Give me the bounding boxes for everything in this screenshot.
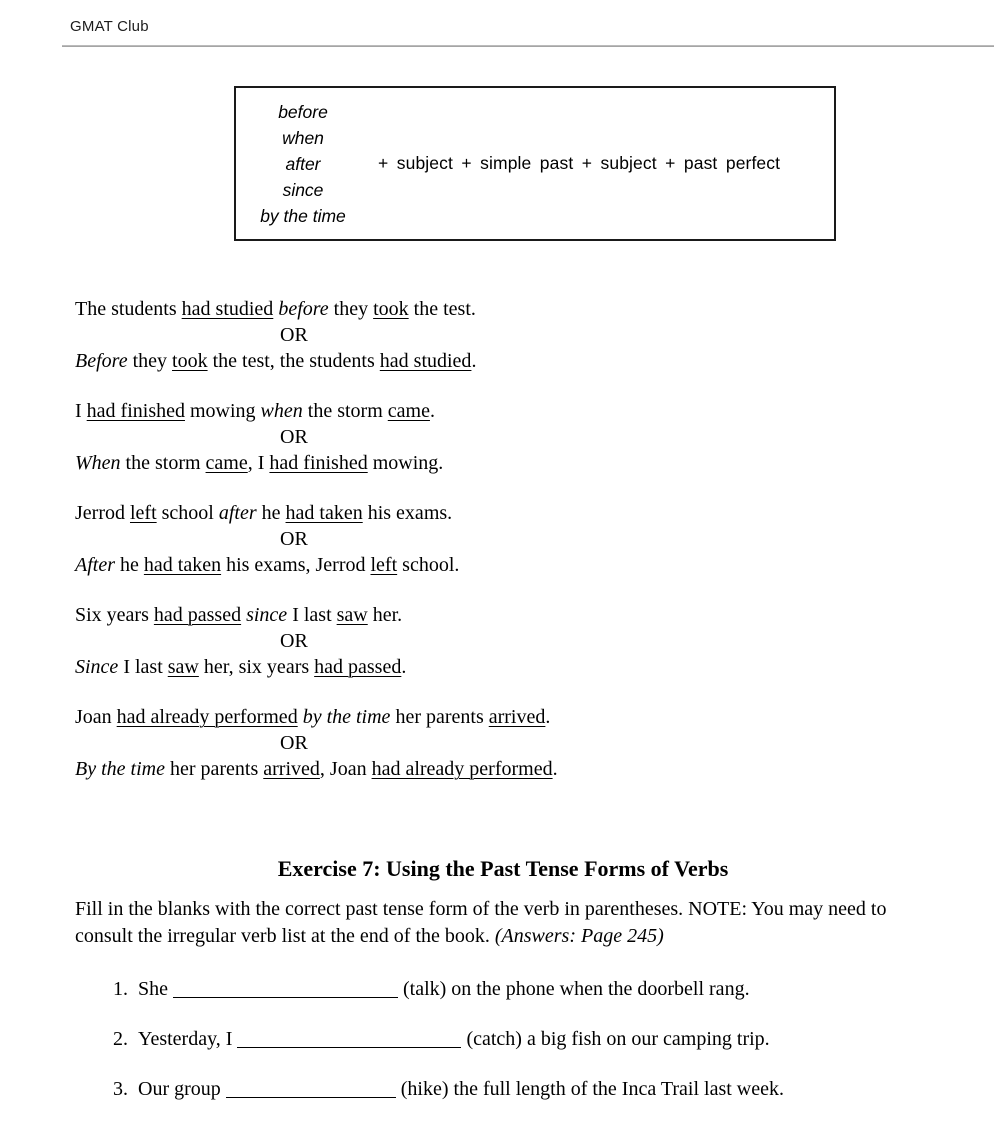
example-group bbox=[75, 296, 558, 374]
text-run: the test. bbox=[408, 298, 476, 320]
item-text-after-blank: (catch) a big fish on our camping trip. bbox=[461, 1028, 770, 1050]
example-sentence bbox=[75, 348, 558, 374]
text-run: Six years bbox=[75, 604, 154, 626]
text-run: I last bbox=[287, 604, 337, 626]
text-run: her. bbox=[367, 604, 403, 626]
italic-time-word: by the time bbox=[302, 706, 391, 728]
text-run: . bbox=[429, 400, 435, 422]
underlined-verb: left bbox=[129, 502, 157, 524]
italic-time-word: when bbox=[260, 400, 303, 422]
text-run: , I bbox=[247, 452, 270, 474]
fill-in-blank bbox=[173, 996, 398, 998]
underlined-verb: had already performed bbox=[371, 758, 553, 780]
underlined-verb: saw bbox=[167, 656, 199, 678]
exercise-heading: Exercise 7: Using the Past Tense Forms of Verbs bbox=[277, 856, 729, 881]
text-run: Fill in the blanks with the correct past tense form of the verb in parentheses. NOTE: You may need to consult the irregular verb list at the end of the book. bbox=[75, 898, 887, 947]
fill-in-blank bbox=[237, 1046, 461, 1048]
text-run: . bbox=[401, 656, 407, 678]
brand-header: GMAT Club bbox=[70, 18, 149, 35]
text-run: Joan bbox=[75, 706, 117, 728]
text-run: school. bbox=[397, 554, 460, 576]
underlined-verb: had studied bbox=[181, 298, 274, 320]
item-number: 3. bbox=[113, 1078, 128, 1100]
example-group bbox=[75, 398, 558, 476]
text-run: mowing. bbox=[367, 452, 444, 474]
underlined-verb: took bbox=[172, 350, 208, 372]
text-run: her parents bbox=[390, 706, 489, 728]
underlined-verb: had finished bbox=[269, 452, 368, 474]
text-run: I bbox=[75, 400, 87, 422]
text-run: . bbox=[471, 350, 477, 372]
italic-time-word: Since bbox=[75, 656, 119, 678]
text-run: I last bbox=[118, 656, 168, 678]
example-group bbox=[75, 500, 558, 578]
fill-in-blank bbox=[226, 1096, 396, 1098]
example-sentence bbox=[75, 654, 558, 680]
exercise-instructions bbox=[75, 896, 947, 949]
item-text-after-blank: (talk) on the phone when the doorbell rang. bbox=[398, 978, 750, 1000]
underlined-verb: saw bbox=[336, 604, 368, 626]
underlined-verb: had studied bbox=[379, 350, 472, 372]
past-perfect-formula-box bbox=[234, 86, 836, 241]
or-separator: OR bbox=[280, 528, 308, 550]
text-run: , Joan bbox=[319, 758, 372, 780]
example-sentence bbox=[75, 500, 558, 526]
text-run: the storm bbox=[302, 400, 388, 422]
example-sentences-section bbox=[75, 296, 558, 806]
time-word: by the time bbox=[260, 205, 346, 226]
time-word: when bbox=[282, 127, 324, 148]
underlined-verb: had passed bbox=[314, 656, 402, 678]
header-rule bbox=[62, 45, 994, 47]
time-words-list bbox=[236, 99, 370, 229]
underlined-verb: had taken bbox=[143, 554, 222, 576]
example-group bbox=[75, 704, 558, 782]
underlined-verb: took bbox=[373, 298, 409, 320]
italic-time-word: After bbox=[75, 554, 115, 576]
example-sentence bbox=[75, 450, 558, 476]
item-text-after-blank: (hike) the full length of the Inca Trail last week. bbox=[395, 1078, 784, 1100]
underlined-verb: left bbox=[370, 554, 398, 576]
text-run: his exams. bbox=[362, 502, 453, 524]
exercise-item bbox=[75, 1026, 784, 1052]
example-sentence bbox=[75, 296, 558, 322]
italic-time-word: Before bbox=[75, 350, 128, 372]
or-separator: OR bbox=[280, 630, 308, 652]
time-word: before bbox=[278, 101, 328, 122]
underlined-verb: had finished bbox=[86, 400, 185, 422]
text-run: . bbox=[545, 706, 551, 728]
underlined-verb: arrived bbox=[263, 758, 320, 780]
text-run: the storm bbox=[120, 452, 206, 474]
text-run: . bbox=[552, 758, 558, 780]
text-run: her parents bbox=[164, 758, 264, 780]
text-run: her, six years bbox=[198, 656, 315, 678]
text-run: they bbox=[127, 350, 173, 372]
italic-time-word: before bbox=[278, 298, 329, 320]
underlined-verb: came bbox=[387, 400, 430, 422]
text-run: he bbox=[256, 502, 286, 524]
underlined-verb: came bbox=[205, 452, 248, 474]
item-text-before-blank: Our group bbox=[138, 1078, 226, 1100]
item-number: 2. bbox=[113, 1028, 128, 1050]
example-sentence bbox=[75, 756, 558, 782]
example-sentence bbox=[75, 602, 558, 628]
text-run: they bbox=[328, 298, 374, 320]
item-number: 1. bbox=[113, 978, 128, 1000]
italic-time-word: after bbox=[218, 502, 257, 524]
time-word: after bbox=[285, 153, 321, 174]
or-separator: OR bbox=[280, 324, 308, 346]
text-run: he bbox=[115, 554, 144, 576]
exercise-items-list bbox=[75, 976, 784, 1126]
underlined-verb: had already performed bbox=[116, 706, 298, 728]
exercise-item bbox=[75, 976, 784, 1002]
example-group bbox=[75, 602, 558, 680]
text-run: Jerrod bbox=[75, 502, 130, 524]
text-run: school bbox=[156, 502, 219, 524]
italic-time-word: (Answers: Page 245) bbox=[494, 924, 664, 947]
text-run: his exams, Jerrod bbox=[221, 554, 371, 576]
formula-text: + subject + simple past + subject + past perfect bbox=[378, 153, 781, 173]
underlined-verb: arrived bbox=[488, 706, 546, 728]
or-separator: OR bbox=[280, 732, 308, 754]
italic-time-word: By the time bbox=[75, 758, 165, 780]
item-text-before-blank: She bbox=[138, 978, 173, 1000]
underlined-verb: had taken bbox=[285, 502, 363, 524]
example-sentence bbox=[75, 552, 558, 578]
example-sentence bbox=[75, 398, 558, 424]
item-text-before-blank: Yesterday, I bbox=[138, 1028, 238, 1050]
or-separator: OR bbox=[280, 426, 308, 448]
time-word: since bbox=[282, 179, 324, 200]
italic-time-word: since bbox=[246, 604, 288, 626]
text-run: mowing bbox=[184, 400, 261, 422]
exercise-item bbox=[75, 1076, 784, 1102]
underlined-verb: had passed bbox=[153, 604, 242, 626]
example-sentence bbox=[75, 704, 558, 730]
text-run: The students bbox=[75, 298, 182, 320]
italic-time-word: When bbox=[75, 452, 121, 474]
text-run: the test, the students bbox=[207, 350, 380, 372]
